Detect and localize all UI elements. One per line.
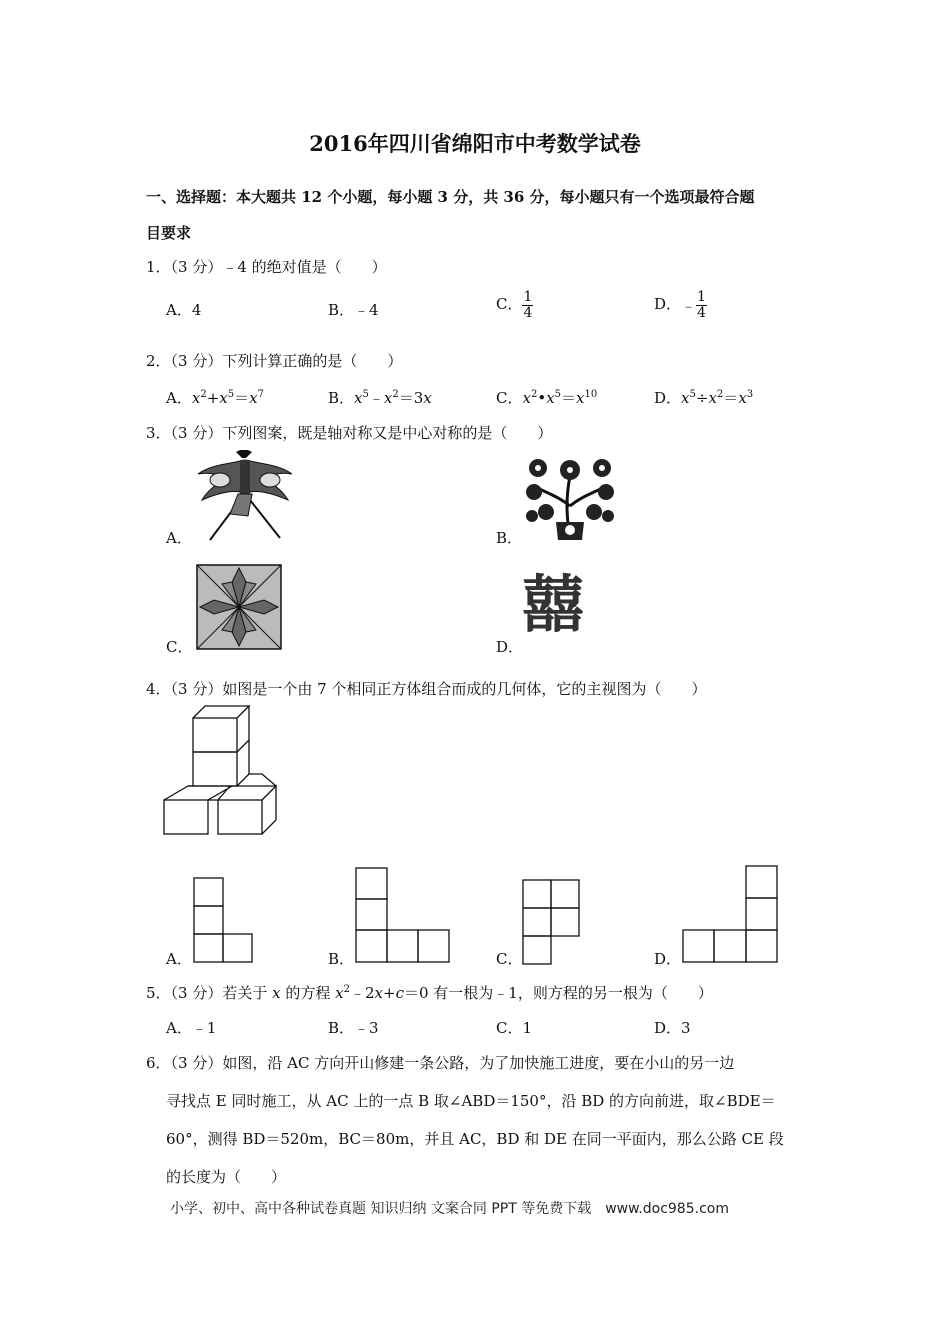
exponent: 7 [257,389,264,400]
kite-pattern-image [190,450,300,542]
negative-sign: ﹣ [681,296,697,315]
front-view-option-d-figure [681,864,781,966]
q3-option-a-label: A． [166,529,192,547]
variable: x [272,984,281,1002]
front-view-option-a-figure [192,876,254,966]
option-label: C． [496,389,523,407]
variable: x [191,389,201,407]
equation-text: + [383,984,396,1002]
fraction-numerator: 1 [697,289,706,305]
exponent: 2 [343,984,350,995]
q1-option-c-fraction [522,290,533,320]
q4-option-c-label: C． [496,950,523,968]
operator: ﹣ [368,389,384,407]
q1-option-b: B．﹣4 [328,301,379,319]
q3-option-d-label: D． [496,638,524,656]
option-label: D． [654,389,682,407]
exponent: 2 [716,389,724,400]
exponent: 2 [530,389,538,400]
equals: ＝3 [398,389,424,407]
stem-text: 5．（3 分）若关于 [146,984,273,1002]
variable: x [354,389,363,407]
equals: ＝ [561,389,577,407]
equals: ＝ [723,389,739,407]
page-title: 2016年四川省绵阳市中考数学试卷 [309,131,641,156]
q1-option-c-label: C． [496,295,523,314]
variable: x [383,389,393,407]
variable: x [522,389,531,407]
front-view-option-c-figure [521,878,581,966]
question-6-line2: 寻找点 E 同时施工，从 AC 上的一点 B 取∠ABD＝150°，沿 BD 的方向前进，取∠BDE＝ [166,1092,776,1110]
variable: x [249,389,258,407]
equation-text: ﹣2 [349,984,375,1002]
q2-option-c [496,387,597,408]
option-label: B． [328,389,355,407]
front-view-option-b-figure [354,866,452,966]
q3-option-b-label: B． [496,529,523,547]
equals: ＝ [234,389,250,407]
variable: c [395,984,404,1002]
fraction-denominator: 4 [697,304,706,321]
q4-option-a-label: A． [166,950,192,968]
q5-option-d: D．3 [654,1019,691,1037]
variable: x [681,389,690,407]
section-heading-line2: 目要求 [146,224,192,242]
exponent: 2 [392,389,399,400]
star-tile-pattern-image [196,564,282,650]
q4-option-d-label: D． [654,950,682,968]
q2-option-d [654,387,753,408]
double-happiness-character: 囍 [522,568,585,641]
variable: x [708,389,717,407]
question-3-stem: 3．（3 分）下列图案，既是轴对称又是中心对称的是（ ） [146,424,553,442]
stem-text: 的方程 [280,984,336,1002]
exponent: 10 [584,389,598,400]
q1-option-d-label: D． [654,295,682,314]
question-5-stem [146,982,713,1003]
q1-option-c [496,290,533,320]
exponent: 3 [746,389,754,400]
q4-option-b-label: B． [328,950,355,968]
exponent: 5 [689,389,696,400]
q1-option-d [654,290,707,320]
variable: x [219,389,228,407]
variable: x [576,389,585,407]
option-label: A． [166,389,192,407]
operator: • [537,389,547,407]
fraction-denominator: 4 [523,304,533,321]
fraction-numerator: 1 [523,289,533,305]
question-6-line4: 的长度为（ ） [166,1168,287,1186]
q2-option-b [328,387,432,408]
question-2-stem: 2．（3 分）下列计算正确的是（ ） [146,352,403,370]
stem-text: ＝0 有一根为﹣1，则方程的另一根为（ ） [403,984,713,1002]
exponent: 5 [362,389,369,400]
operator: + [206,389,220,407]
variable: x [546,389,555,407]
q1-option-a: A．4 [166,301,202,319]
variable: x [374,984,383,1002]
flower-vase-pattern-image [522,456,618,544]
q5-option-b: B．﹣3 [328,1019,379,1037]
exponent: 5 [227,389,235,400]
section-heading-line1: 一、选择题：本大题共 12 个小题，每小题 3 分，共 36 分，每小题只有一个选项最符合题 [146,188,755,206]
variable: x [423,389,432,407]
q3-option-c-label: C． [166,638,193,656]
exponent: 5 [554,389,562,400]
operator: ÷ [695,389,709,407]
page-footer: 小学、初中、高中各种试卷真题 知识归纳 文案合同 PPT 等免费下载 www.doc985.com [170,1201,729,1217]
question-6-line3: 60°，测得 BD＝520m，BC＝80m，并且 AC，BD 和 DE 在同一平面内，那么公路 CE 段 [166,1130,784,1148]
cube-solid-3d-figure [160,704,282,838]
q1-option-d-fraction [696,290,707,320]
question-4-stem: 4．（3 分）如图是一个由 7 个相同正方体组合而成的几何体，它的主视图为（ ） [146,680,707,698]
question-6-line1: 6．（3 分）如图，沿 AC 方向开山修建一条公路，为了加快施工进度，要在小山的另一边 [146,1054,735,1072]
variable: x [335,984,344,1002]
q5-option-a: A．﹣1 [166,1019,217,1037]
exponent: 2 [200,389,207,400]
q5-option-c: C．1 [496,1019,533,1037]
q2-option-a [166,387,264,408]
question-1-stem: 1．（3 分）﹣4 的绝对值是（ ） [146,258,387,276]
variable: x [738,389,747,407]
